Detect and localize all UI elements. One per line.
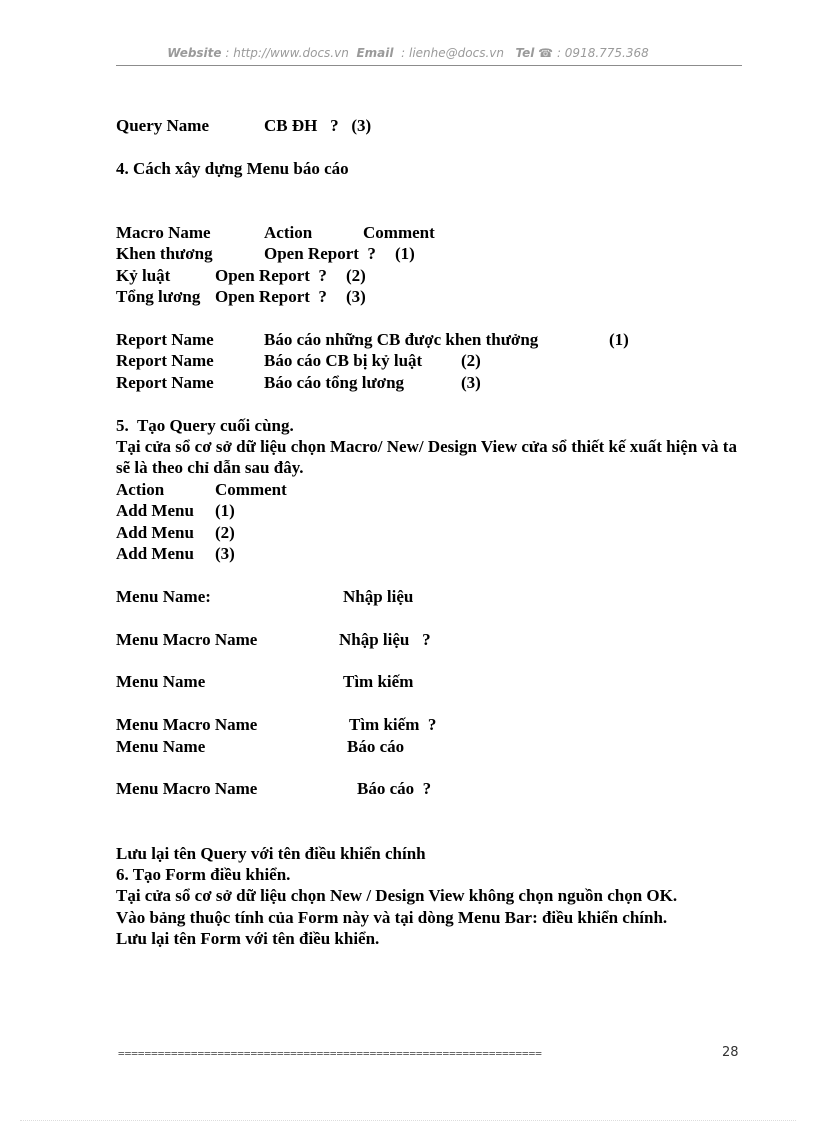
menu-label: Menu Macro Name [116,715,258,735]
macro-row [116,243,746,264]
addmenu-row [116,500,746,521]
section5-paragraph: Tại cửa sổ cơ sở dữ liệu chọn Macro/ New/ Design View cửa sổ thiết kế xuất hiện và ta sẽ là theo chỉ dẫn sau đây. [116,437,737,478]
macro-cell: Comment [363,223,435,242]
section6-paragraph: Tại cửa sổ cơ sở dữ liệu chọn New / Design View không chọn nguồn chọn OK. [116,886,678,906]
email-label: Email [356,46,394,60]
macro-cell: (2) [346,265,366,285]
query-name-label: Query Name [116,116,210,135]
section4-heading: 4. Cách xây dựng Menu báo cáo [116,158,349,178]
page-header [0,46,816,60]
report-row [116,350,746,371]
macro-cell: (3) [346,287,366,307]
tel-value: : 0918.775.368 [556,46,649,60]
macro-cell: (1) [395,244,415,264]
menu-label: Menu Name [116,736,206,756]
section6-heading: 6. Tạo Form điều khiển. [116,865,291,885]
save-query-text: Lưu lại tên Query với tên điều khiển chính [116,843,426,863]
menu-label: Menu Name: [116,586,211,606]
macro-row [116,286,746,307]
email-value: : lienhe@docs.vn [401,46,504,60]
section5-heading: 5. Tạo Query cuối cùng. [116,415,294,435]
addmenu-cell: Add Menu [116,522,194,542]
macro-cell: Tổng lương [116,287,201,307]
document-body [116,115,746,950]
report-cell: Report Name [116,330,214,350]
page-number: 28 [722,1045,739,1060]
menu2-name-row [116,671,746,692]
section6-paragraph: Vào bảng thuộc tính của Form này và tại dòng Menu Bar: điều khiển chính. [116,907,668,927]
menu3-name-row [116,736,746,757]
addmenu-header-row [116,479,746,500]
tel-label: Tel [515,46,535,60]
macro-header-row [116,222,746,243]
macro-cell: Action [264,223,313,242]
addmenu-cell: Add Menu [116,501,194,521]
addmenu-row [116,543,746,564]
menu-label: Menu Macro Name [116,779,258,799]
addmenu-cell: (2) [215,522,235,542]
menu1-macro-row [116,629,746,650]
addmenu-cell: Add Menu [116,544,194,564]
addmenu-cell: Action [116,479,165,499]
footer-rule: ================================================================ [118,1047,542,1060]
report-cell: (3) [461,372,481,392]
menu-value: Tìm kiếm [343,672,414,692]
report-cell: Report Name [116,351,214,371]
page-edge-divider [20,1120,796,1121]
website-value: : http://www.docs.vn [225,46,349,60]
report-row [116,329,746,350]
macro-cell: Khen thương [116,244,213,264]
macro-cell: Macro Name [116,223,211,242]
menu-label: Menu Name [116,672,206,692]
report-cell: Báo cáo tổng lương [264,372,405,392]
menu3-macro-row [116,778,746,799]
website-label: Website [167,46,222,60]
menu2-macro-row [116,714,746,735]
report-cell: (2) [461,351,481,371]
report-cell: (1) [609,330,629,350]
addmenu-cell: (3) [215,544,235,564]
macro-cell: Open Report ? [215,287,327,307]
header-divider [116,65,742,66]
menu-value: Nhập liệu ? [339,629,431,649]
menu1-name-row [116,586,746,607]
macro-row [116,265,746,286]
query-line [116,115,746,136]
macro-cell: Open Report ? [215,265,327,285]
query-name-value: CB ĐH ? (3) [264,116,372,135]
phone-icon: ☎ [538,46,554,60]
macro-cell: Open Report ? [264,244,376,264]
menu-value: Nhập liệu [343,586,414,606]
macro-cell: Kỷ luật [116,265,171,285]
report-cell: Báo cáo CB bị kỷ luật [264,351,423,371]
addmenu-row [116,522,746,543]
addmenu-cell: Comment [215,479,287,499]
report-row [116,372,746,393]
menu-value: Báo cáo [347,736,405,756]
menu-value: Tìm kiếm ? [349,715,437,735]
report-cell: Báo cáo những CB được khen thưởng [264,330,539,350]
menu-label: Menu Macro Name [116,629,258,649]
save-form-text: Lưu lại tên Form với tên điều khiển. [116,929,380,949]
report-cell: Report Name [116,372,214,392]
menu-value: Báo cáo ? [357,779,432,799]
addmenu-cell: (1) [215,501,235,521]
